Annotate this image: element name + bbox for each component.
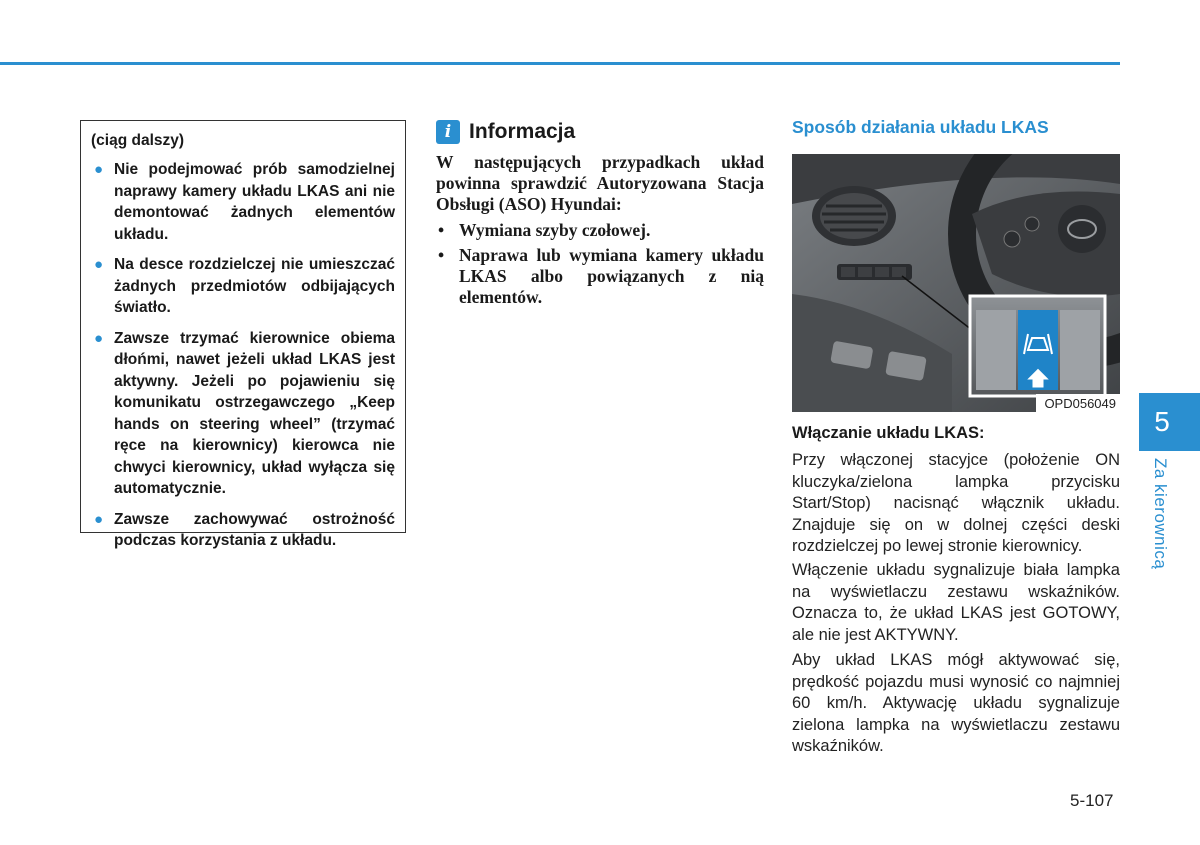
- info-icon: i: [436, 120, 460, 144]
- bullet-icon: •: [438, 220, 445, 240]
- paragraph: Włączenie układu sygnalizuje biała lampka na wyświetlaczu zestawu wskaźników. Oznacza to, że układ LKAS jest GOTOWY, ale nie jest AKTYWNY.: [792, 561, 1120, 644]
- warning-item: [91, 159, 395, 245]
- page-number: 5-107: [1070, 791, 1114, 810]
- warning-item-text: Zawsze trzymać kierownice obiema dłońmi, nawet jeżeli układ LKAS jest aktywny. Jeżeli po pojawieniu się komunikatu ostrzegawczego „Keep hands on steering wheel” (trzymać ręce na kierownicy) kierowca nie chwyci kierownicy, układ wyłącza się automatycznie.: [114, 329, 395, 497]
- paragraph: Przy włączonej stacyjce (położenie ON kluczyka/zielona lampka przycisku Start/Stop) nacisnąć włącznik układu. Znajduje się on w dolnej części deski rozdzielczej po lewej stronie kierownicy.: [792, 451, 1120, 555]
- info-title: Informacja: [469, 120, 576, 143]
- paragraph: Aby układ LKAS mógł aktywować się, prędkość pojazdu musi wynosić co najmniej 60 km/h. Aktywację układu sygnalizuje zielona lampka na wyświetlaczu zestawu wskaźników.: [792, 651, 1120, 755]
- warning-item: [91, 509, 395, 552]
- info-item-text: Naprawa lub wymiana kamery układu LKAS albo powiązanych z nią elementów.: [459, 245, 764, 307]
- info-text: W następujących przypadkach układ powinna sprawdzić Autoryzowana Stacja Obsługi (ASO) Hyundai:: [436, 152, 764, 214]
- warning-item-text: Nie podejmować prób samodzielnej naprawy kamery układu LKAS ani nie demontować żadnych elementów układu.: [114, 161, 395, 243]
- warning-item: [91, 328, 395, 500]
- info-list: [436, 220, 764, 308]
- lkas-section: [792, 116, 1120, 755]
- bullet-icon: ●: [94, 510, 104, 528]
- header-rule: [0, 62, 1120, 65]
- info-item-text: Wymiana szyby czołowej.: [459, 220, 651, 240]
- warning-item-text: Na desce rozdzielczej nie umieszczać żadnych przedmiotów odbijających światło.: [114, 256, 395, 316]
- info-header: [436, 118, 764, 146]
- bullet-icon: •: [438, 245, 445, 265]
- info-item: [436, 220, 764, 241]
- chapter-tab: [1139, 393, 1200, 451]
- warning-item: [91, 254, 395, 319]
- info-item: [436, 245, 764, 308]
- dashboard-illustration: [792, 154, 1120, 412]
- subheading: Włączanie układu LKAS:: [792, 424, 985, 442]
- warning-box: [80, 120, 406, 549]
- bullet-icon: ●: [94, 329, 104, 347]
- bullet-icon: ●: [94, 256, 104, 273]
- section-title: Sposób działania układu LKAS: [792, 117, 1049, 137]
- continued-label: (ciąg dalszy): [91, 132, 185, 149]
- chapter-label: Za kierownicą: [1151, 458, 1170, 570]
- info-section: [436, 118, 764, 312]
- dashboard-drawing: [792, 154, 1120, 412]
- figure-code: OPD056049: [1036, 394, 1120, 412]
- warning-list: [91, 159, 395, 552]
- chapter-number: 5: [1154, 406, 1170, 437]
- bullet-icon: ●: [94, 161, 104, 178]
- warning-item-text: Zawsze zachowywać ostrożność podczas korzystania z układu.: [114, 510, 395, 549]
